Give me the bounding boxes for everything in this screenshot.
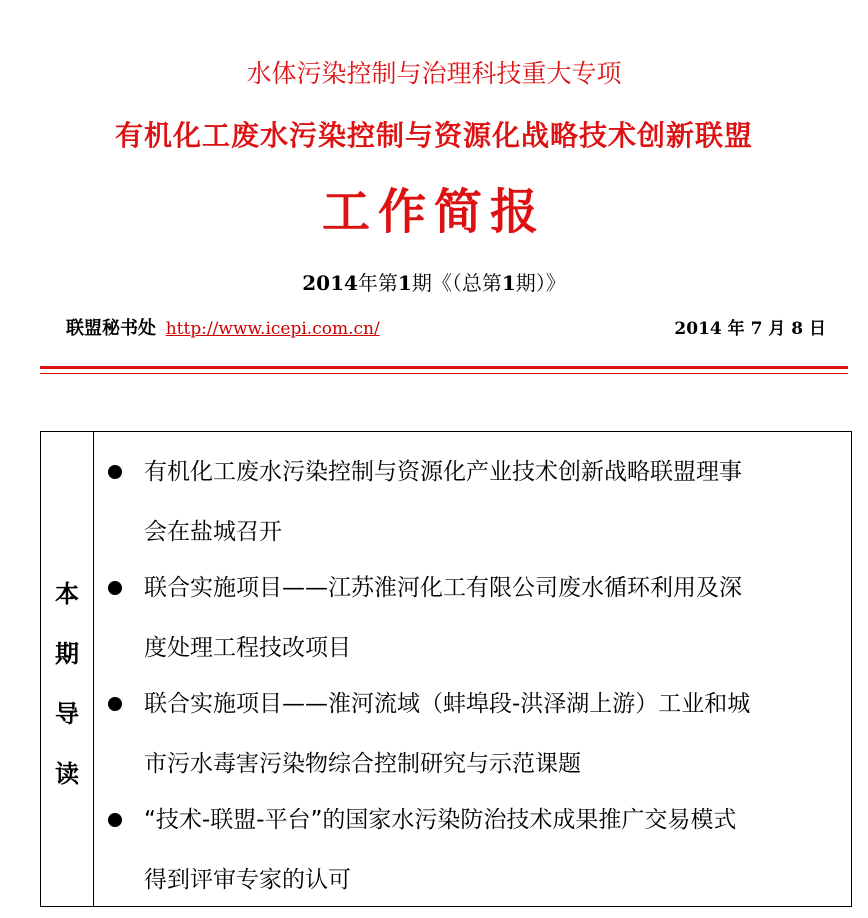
contents-label-char: 读	[55, 760, 79, 788]
contents-item-line: 市污水毒害污染物综合控制研究与示范课题	[144, 751, 581, 777]
bullet-icon	[108, 697, 122, 711]
contents-item-line: 有机化工废水污染控制与资源化产业技术创新战略联盟理事	[144, 459, 742, 485]
contents-item-line: “技术-联盟-平台”的国家水污染防治技术成果推广交易模式	[144, 807, 737, 833]
bulletin-title: 工作简报	[321, 184, 546, 240]
alliance-title: 有机化工废水污染控制与资源化战略技术创新联盟	[114, 119, 753, 152]
contents-item-line: 得到评审专家的认可	[144, 867, 351, 893]
contents-label-char: 导	[55, 700, 79, 728]
contents-item-line: 联合实施项目——江苏淮河化工有限公司废水循环利用及深	[144, 575, 742, 601]
issue-date: 2014 年 7 月 8 日	[674, 319, 826, 339]
contents-item-line: 会在盐城召开	[144, 519, 282, 545]
bullet-icon	[108, 813, 122, 827]
contents-item-text	[144, 674, 848, 794]
issue-end: 期）》	[515, 271, 566, 295]
website-link[interactable]: http://www.icepi.com.cn/	[165, 319, 380, 339]
program-title: 水体污染控制与治理科技重大专项	[246, 59, 622, 88]
contents-label	[41, 564, 93, 804]
issue-total: 1	[501, 271, 516, 295]
issue-mid: 期《（总第	[411, 271, 502, 295]
issue-line	[0, 266, 868, 300]
contents-item-text	[144, 442, 848, 562]
header-divider-thin	[40, 373, 848, 374]
contents-item-text	[144, 790, 848, 910]
contents-label-cell	[41, 432, 94, 906]
contents-list	[94, 432, 851, 906]
header-divider-thick	[40, 366, 848, 369]
issue-year: 2014	[302, 271, 358, 295]
contents-label-char: 期	[55, 640, 79, 668]
contents-item-text	[144, 558, 848, 678]
contents-box	[40, 431, 852, 907]
contents-item-line: 联合实施项目——淮河流域（蚌埠段-洪泽湖上游）工业和城	[144, 691, 751, 717]
secretariat-label: 联盟秘书处	[66, 318, 156, 339]
bullet-icon	[108, 581, 122, 595]
contents-label-char: 本	[55, 580, 79, 608]
issue-year-suffix: 年第	[357, 271, 398, 295]
bullet-icon	[108, 465, 122, 479]
secretariat-row	[66, 314, 828, 344]
contents-item-line: 度处理工程技改项目	[144, 635, 351, 661]
issue-number: 1	[397, 271, 412, 295]
